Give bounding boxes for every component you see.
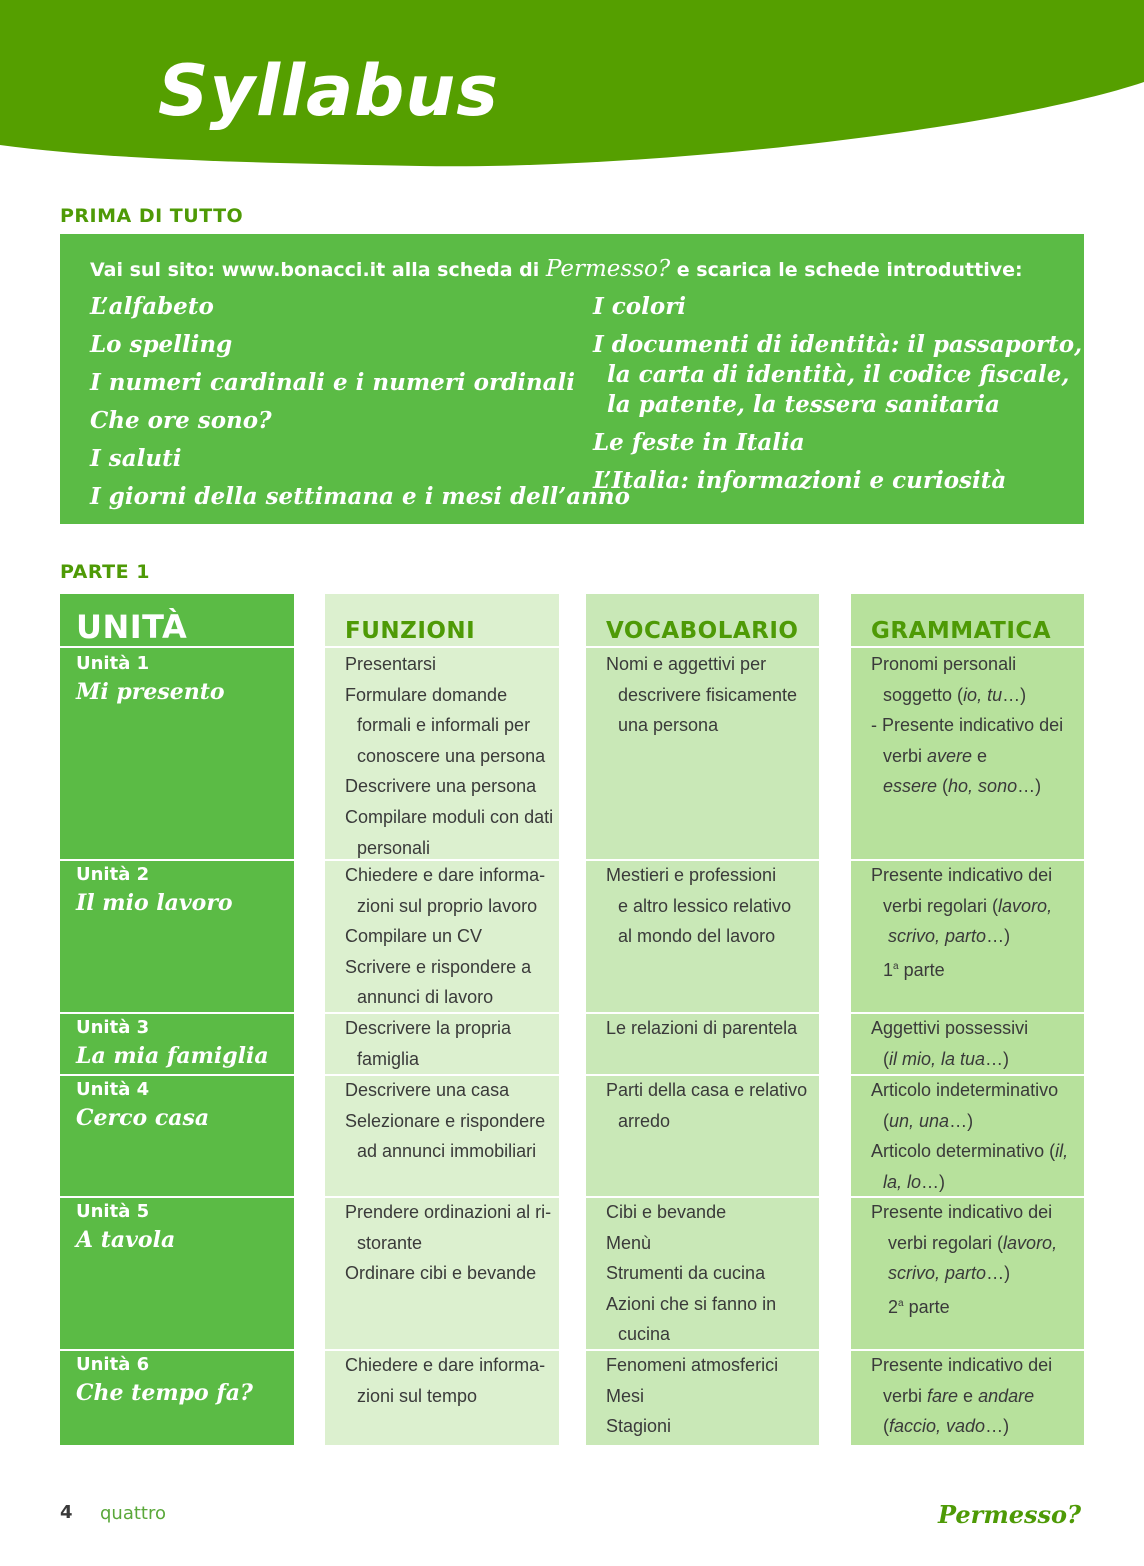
column-grammatica [851,594,1084,1445]
cell-line: Ordinare cibi e bevande [345,1263,537,1284]
intro-text-before: Vai sul sito: www.bonacci.it alla scheda di [90,259,546,281]
cell-line: Formulare domande [345,684,508,705]
cell-line: scrivo, parto…) [888,1263,1011,1284]
column-header-vocabolario [586,594,819,648]
unit-title: La mia famiglia [76,1043,269,1069]
unit-cell [76,1352,253,1408]
cell-line: Articolo determinativo (il, [871,1141,1069,1162]
header-grammatica-label: GRAMMATICA [871,618,1052,644]
unit-cell [76,1077,209,1133]
vocabolario-cell [586,1075,819,1136]
column-header-unita [60,594,294,648]
cell-line: Fenomeni atmosferici [606,1355,779,1375]
cell-line: 1$^a$ parte [883,959,945,980]
page-number-word: quattro [100,1503,166,1524]
cell-line: personali [357,837,431,858]
intro-brand: Permesso? [545,256,671,282]
row-separator [60,1196,294,1198]
grammatica-cell [851,1197,1084,1322]
cell-line: famiglia [357,1048,420,1069]
funzioni-cell [325,1197,559,1289]
unit-cell [76,862,233,918]
vocabolario-cell [586,1197,819,1350]
funzioni-cell [325,649,559,863]
intro-item-left: Lo spelling [90,331,233,358]
unit-number: Unità 4 [76,1079,150,1100]
column-unita [60,594,294,1445]
grammatica-cell [851,1013,1084,1074]
intro-item-right: Le feste in Italia [593,429,805,456]
funzioni-cell [325,860,559,1013]
intro-item-right: L’Italia: informazioni e curiosità [593,467,1007,494]
cell-line: Strumenti da cucina [606,1263,766,1284]
cell-line: essere (ho, sono…) [883,776,1042,797]
cell-line: Menù [606,1232,652,1253]
row-separator [60,1074,294,1076]
cell-line: Pronomi personali [871,654,1017,674]
unit-cell [76,1015,269,1071]
cell-line: e altro lessico relativo [618,895,792,916]
intro-item-right: I colori [593,293,687,320]
cell-line: Presente indicativo dei [871,1202,1053,1222]
column-header-funzioni [325,594,559,648]
cell-line: zioni sul tempo [357,1385,478,1406]
unit-title: Mi presento [76,679,225,705]
grammatica-cell [851,649,1084,802]
cell-line: Cibi e bevande [606,1202,727,1222]
cell-line: arredo [618,1110,671,1131]
vocabolario-cell [586,860,819,952]
cell-line: storante [357,1232,423,1253]
unit-title: Cerco casa [76,1105,210,1131]
cell-line: Presente indicativo dei [871,1355,1053,1375]
unit-title: Il mio lavoro [76,890,233,916]
cell-line: Presente indicativo dei [871,865,1053,885]
intro-item-left: I saluti [90,445,182,472]
cell-line: Stagioni [606,1416,672,1437]
cell-line: soggetto (io, tu…) [883,684,1027,705]
cell-line: una persona [618,715,719,736]
cell-line: Parti della casa e relativo [606,1080,808,1100]
cell-line: (faccio, vado…) [883,1416,1010,1437]
cell-line: cucina [618,1324,671,1345]
cell-line: formali e informali per [357,715,531,736]
row-separator [60,859,294,861]
row-separator [60,1012,294,1014]
cell-line: al mondo del lavoro [618,926,776,947]
funzioni-cell [325,1350,559,1411]
vocabolario-cell [586,1013,819,1044]
header-funzioni-label: FUNZIONI [345,618,476,644]
cell-line: Scrivere e rispondere a [345,956,532,977]
cell-line: ad annunci immobiliari [357,1141,537,1162]
intro-item-left: I numeri cardinali e i numeri ordinali [90,369,576,396]
unit-title: A tavola [76,1227,176,1253]
unit-number: Unità 6 [76,1354,150,1375]
cell-line: verbi regolari (lavoro, [883,1232,1058,1253]
section-label-prima: PRIMA DI TUTTO [60,205,244,227]
cell-line: Nomi e aggettivi per [606,654,767,674]
cell-line: Descrivere una persona [345,776,537,797]
vocabolario-cell [586,649,819,741]
intro-item-left: I giorni della settimana e i mesi dell’anno [90,483,630,510]
cell-line: Chiedere e dare informa- [345,865,546,885]
cell-line: Mesi [606,1385,645,1406]
cell-line: 2$^a$ parte [883,1296,950,1317]
cell-line: annunci di lavoro [357,987,494,1008]
cell-line: scrivo, parto…) [888,926,1011,947]
unit-number: Unità 5 [76,1201,150,1222]
intro-item-left: L’alfabeto [90,293,214,320]
cell-line: Presentarsi [345,654,437,674]
unit-number: Unità 3 [76,1017,150,1038]
cell-line: verbi regolari (lavoro, [883,895,1053,916]
cell-line: Compilare un CV [345,926,483,947]
section-label-parte1: PARTE 1 [60,561,150,583]
cell-line: Aggettivi possessivi [871,1018,1029,1038]
unit-cell [76,1199,175,1255]
unit-number: Unità 2 [76,864,150,885]
cell-line: Prendere ordinazioni al ri- [345,1202,552,1222]
footer-brand: Permesso? [938,1500,1082,1529]
unit-number: Unità 1 [76,653,150,674]
cell-line: conoscere una persona [357,745,546,766]
cell-line: descrivere fisicamente [618,684,798,705]
cell-line: verbi avere e [883,745,988,766]
column-vocabolario [586,594,819,1445]
page-number: 4 [60,1502,73,1523]
intro-item-left: Che ore sono? [90,407,272,434]
cell-line: Descrivere una casa [345,1080,510,1100]
cell-line: zioni sul proprio lavoro [357,895,538,916]
cell-line: Articolo indeterminativo [871,1080,1059,1100]
intro-list-right [593,292,1082,504]
cell-line: Mestieri e professioni [606,865,777,885]
cell-line: la, lo…) [883,1171,946,1192]
cell-line: Descrivere la propria [345,1018,512,1038]
cell-line: - Presente indicativo dei [871,715,1064,736]
cell-line: Chiedere e dare informa- [345,1355,546,1375]
header-unita-label: UNITÀ [76,608,188,646]
row-separator [60,1349,294,1351]
intro-item-right: I documenti di identità: il passaporto, la carta di identità, il codice fiscale, la patente, la tessera sanitaria [593,331,1083,418]
unit-title: Che tempo fa? [76,1380,253,1406]
intro-text-after: e scarica le schede introduttive: [670,259,1023,281]
intro-text [90,256,1023,282]
funzioni-cell [325,1075,559,1167]
page-title: Syllabus [158,50,499,132]
intro-box [60,234,1084,524]
vocabolario-cell [586,1350,819,1442]
column-header-grammatica [851,594,1084,648]
funzioni-cell [325,1013,559,1074]
header-vocabolario-label: VOCABOLARIO [606,618,799,644]
cell-line: Le relazioni di parentela [606,1018,798,1038]
cell-line: Compilare moduli con dati [345,806,554,827]
grammatica-cell [851,1350,1084,1442]
cell-line: Selezionare e rispondere [345,1110,546,1131]
cell-line: verbi fare e andare [883,1385,1035,1406]
column-funzioni [325,594,559,1445]
grammatica-cell [851,860,1084,985]
cell-line: (un, una…) [883,1110,974,1131]
grammatica-cell [851,1075,1084,1197]
unit-cell [76,651,225,707]
intro-list-left [90,292,630,520]
cell-line: (il mio, la tua…) [883,1048,1010,1069]
cell-line: Azioni che si fanno in [606,1293,777,1314]
